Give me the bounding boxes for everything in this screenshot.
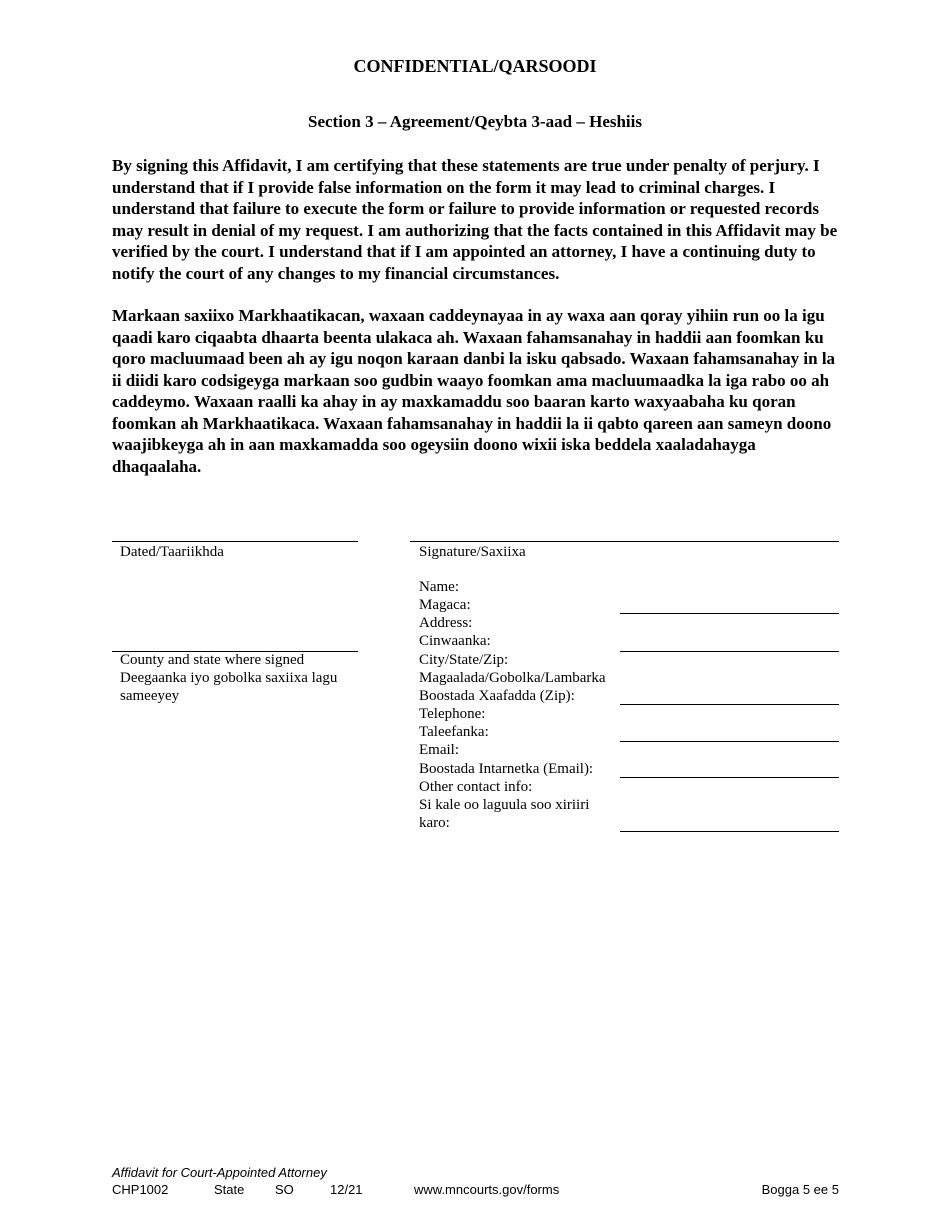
county-label-somali: Deegaanka iyo gobolka saxiixa lagu sameeyey	[120, 670, 338, 704]
footer-form-code: CHP1002	[112, 1182, 169, 1197]
footer-page-number: Bogga 5 ee 5	[761, 1182, 839, 1197]
other-contact-label-somali-2: karo:	[419, 815, 450, 831]
address-label-somali: Cinwaanka:	[419, 633, 491, 649]
phone-label: Telephone:	[419, 706, 486, 722]
city-label-somali-zip: Boostada Xaafadda (Zip):	[419, 688, 575, 704]
footer-revision: 12/21	[330, 1182, 363, 1197]
footer-language: SO	[275, 1182, 294, 1197]
agreement-text-english: By signing this Affidavit, I am certifying that these statements are true under penalty of perjury. I understand that if I provide false information on the form it may lead to criminal charges. I understand that failure to execute the form or failure to provide information or requested records may result in denial of my request. I am authorizing that the facts contained in this Affidavit may be verified by the court. I understand that if I am appointed an attorney, I have a continuing duty to notify the court of any changes to my financial circumstances.	[112, 156, 838, 283]
dated-line[interactable]	[112, 541, 358, 542]
footer-jurisdiction: State	[214, 1182, 245, 1197]
city-label-somali: Magaalada/Gobolka/Lambarka	[419, 670, 606, 686]
phone-label-somali: Taleefanka:	[419, 724, 489, 740]
county-label: County and state where signed	[120, 652, 305, 668]
email-label-somali: Boostada Intarnetka (Email):	[419, 761, 594, 777]
name-field[interactable]	[620, 613, 839, 614]
name-label: Name:	[419, 579, 459, 595]
other-contact-label: Other contact info:	[419, 779, 533, 795]
other-contact-field[interactable]	[620, 831, 839, 832]
section-heading: Section 3 – Agreement/Qeybta 3-aad – Heshiis	[308, 112, 642, 131]
dated-label: Dated/Taariikhda	[120, 544, 224, 560]
email-field[interactable]	[620, 777, 839, 778]
agreement-text-somali: Markaan saxiixo Markhaatikacan, waxaan caddeynayaa in ay waxa aan qoray yihiin run oo la igu qaadi karo ciqaabta dhaarta beenta ulakaca ah. Waxaan fahamsanahay in haddii aan foomkan ku qoro macluumaad been ah ay igu noqon karaan danbi la isku qabsado. Waxaan fahamsanahay in la ii diidi karo codsigeyga markaan soo gudbin waayo foomkan ama macluumaadka la iga rabo oo ah caddeymo. Waxaan raalli ka ahay in ay maxkamaddu soo baaran karto waxyaabaha ku qoran foomkan ah Markhaatikaca. Waxaan fahamsanahay in haddii la ii qabto qareen aan sameyn doono waajibkeyga ah in aan maxkamadda soo ogeysiin doono wixii iska beddela xaaladahayga dhaqaalaha.	[112, 306, 836, 476]
address-field[interactable]	[620, 651, 839, 652]
phone-field[interactable]	[620, 741, 839, 742]
other-contact-label-somali: Si kale oo laguula soo xiriiri	[419, 797, 590, 813]
footer-form-title: Affidavit for Court-Appointed Attorney	[112, 1165, 327, 1180]
email-label: Email:	[419, 742, 459, 758]
city-field[interactable]	[620, 704, 839, 705]
footer-url[interactable]: www.mncourts.gov/forms	[414, 1182, 560, 1197]
city-label: City/State/Zip:	[419, 652, 509, 668]
signature-line[interactable]	[410, 541, 839, 542]
name-label-somali: Magaca:	[419, 597, 471, 613]
signature-label: Signature/Saxiixa	[419, 544, 526, 560]
address-label: Address:	[419, 615, 473, 631]
page-title: CONFIDENTIAL/QARSOODI	[353, 56, 597, 76]
